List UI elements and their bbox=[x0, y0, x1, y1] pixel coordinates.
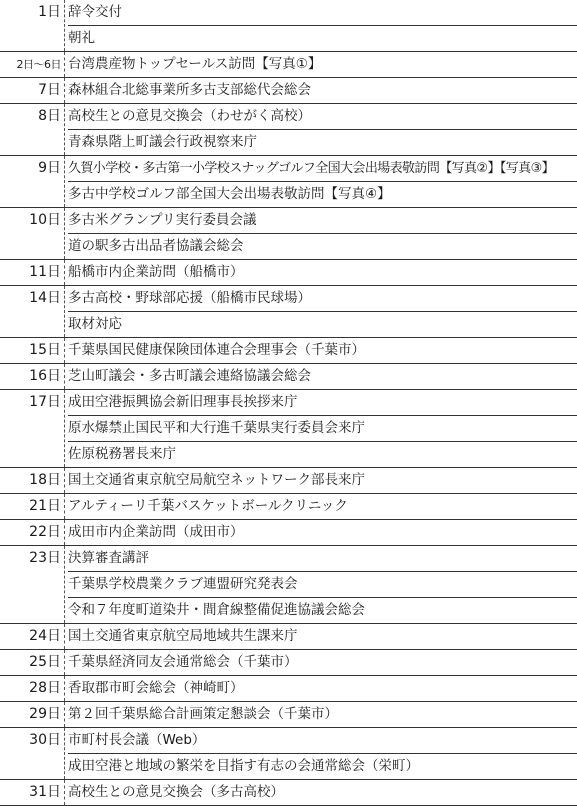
day-label: 14日 bbox=[29, 290, 61, 306]
schedule-entry: 道の駅多古出品者協議会総会 bbox=[68, 233, 577, 259]
schedule-entry: 辞令交付 bbox=[68, 4, 122, 20]
schedule-entry: 千葉県経済同友会通常総会（千葉市） bbox=[68, 654, 298, 670]
day-label: 23日 bbox=[29, 550, 61, 566]
day-group bbox=[0, 390, 577, 468]
column-divider bbox=[64, 78, 65, 103]
schedule-entry: 令和７年度町道染井・間倉線整備促進協議会総会 bbox=[68, 597, 577, 623]
day-label: 25日 bbox=[29, 654, 61, 670]
column-divider bbox=[64, 520, 65, 545]
schedule-entry: 青森県階上町議会行政視察来庁 bbox=[68, 129, 577, 155]
entry-list bbox=[68, 676, 577, 701]
day-label: 22日 bbox=[29, 524, 61, 540]
column-divider bbox=[64, 650, 65, 675]
entry-list bbox=[68, 494, 577, 519]
day-label: 1日 bbox=[38, 4, 61, 20]
column-divider bbox=[64, 702, 65, 727]
day-group bbox=[0, 0, 577, 52]
entry-list bbox=[68, 702, 577, 727]
schedule-entry: 第２回千葉県総合計画策定懇談会（千葉市） bbox=[68, 706, 338, 722]
column-divider bbox=[64, 0, 65, 51]
schedule-entry: 国土交通省東京航空局航空ネットワーク部長来庁 bbox=[68, 472, 365, 488]
column-divider bbox=[64, 208, 65, 259]
schedule-entry: 久賀小学校・多古第一小学校スナッグゴルフ全国大会出場表敬訪問【写真②】【写真③】 bbox=[68, 161, 555, 176]
entry-list bbox=[68, 78, 577, 103]
column-divider bbox=[64, 494, 65, 519]
schedule-entry: 朝礼 bbox=[68, 25, 577, 51]
entry-list bbox=[68, 650, 577, 675]
entry-list bbox=[68, 260, 577, 285]
entry-list bbox=[68, 520, 577, 545]
day-group bbox=[0, 208, 577, 260]
schedule-entry: 高校生との意見交換会（多古高校） bbox=[68, 784, 284, 800]
day-label: 16日 bbox=[29, 368, 61, 384]
entry-list bbox=[68, 338, 577, 363]
schedule-entry: 多古米グランプリ実行委員会議 bbox=[68, 212, 257, 228]
day-group bbox=[0, 494, 577, 520]
day-label: 31日 bbox=[29, 784, 61, 800]
day-label: 18日 bbox=[29, 472, 61, 488]
column-divider bbox=[64, 728, 65, 779]
day-label: 11日 bbox=[29, 264, 61, 280]
day-label: 10日 bbox=[29, 212, 61, 228]
day-label: 28日 bbox=[29, 680, 61, 696]
column-divider bbox=[64, 364, 65, 389]
day-group bbox=[0, 104, 577, 156]
entry-list bbox=[68, 208, 577, 259]
schedule-entry: アルティーリ千葉バスケットボールクリニック bbox=[68, 498, 348, 514]
day-group bbox=[0, 364, 577, 390]
entry-list bbox=[68, 104, 577, 155]
schedule-entry: 成田市内企業訪問（成田市） bbox=[68, 524, 244, 540]
day-label: 7日 bbox=[38, 82, 61, 98]
day-group bbox=[0, 286, 577, 338]
day-label: 17日 bbox=[29, 394, 61, 410]
entry-list bbox=[68, 156, 577, 207]
day-label: 8日 bbox=[38, 108, 61, 124]
column-divider bbox=[64, 780, 65, 805]
schedule-entry: 成田空港振興協会新旧理事長挨拶来庁 bbox=[68, 394, 298, 410]
day-group bbox=[0, 624, 577, 650]
schedule-entry: 千葉県学校農業クラブ連盟研究発表会 bbox=[68, 571, 577, 597]
day-label: 2日～6日 bbox=[16, 58, 61, 71]
day-group bbox=[0, 520, 577, 546]
entry-list bbox=[68, 52, 577, 77]
day-group bbox=[0, 338, 577, 364]
column-divider bbox=[64, 624, 65, 649]
column-divider bbox=[64, 338, 65, 363]
schedule-entry: 原水爆禁止国民平和大行進千葉県実行委員会来庁 bbox=[68, 415, 577, 441]
entry-list bbox=[68, 728, 577, 779]
schedule-entry: 佐原税務署長来庁 bbox=[68, 441, 577, 467]
schedule-entry: 芝山町議会・多古町議会連絡協議会総会 bbox=[68, 368, 311, 384]
day-group bbox=[0, 156, 577, 208]
schedule-entry: 成田空港と地域の繁栄を目指す有志の会通常総会（栄町） bbox=[68, 753, 577, 779]
day-group bbox=[0, 702, 577, 728]
schedule-entry: 多古中学校ゴルフ部全国大会出場表敬訪問【写真④】 bbox=[68, 181, 577, 207]
schedule-entry: 香取郡市町会総会（神崎町） bbox=[68, 680, 244, 696]
day-group bbox=[0, 546, 577, 624]
column-divider bbox=[64, 156, 65, 207]
day-label: 29日 bbox=[29, 706, 61, 722]
entry-list bbox=[68, 364, 577, 389]
day-group bbox=[0, 728, 577, 780]
entry-list bbox=[68, 780, 577, 805]
day-group bbox=[0, 260, 577, 286]
schedule-entry: 国土交通省東京航空局地域共生課来庁 bbox=[68, 628, 298, 644]
entry-list bbox=[68, 390, 577, 467]
entry-list bbox=[68, 624, 577, 649]
column-divider bbox=[64, 546, 65, 623]
schedule-entry: 多古高校・野球部応援（船橋市民球場） bbox=[68, 290, 311, 306]
day-group bbox=[0, 52, 577, 78]
column-divider bbox=[64, 260, 65, 285]
day-label: 24日 bbox=[29, 628, 61, 644]
schedule-entry: 市町村長会議（Web） bbox=[68, 732, 206, 748]
schedule-entry: 台湾農産物トップセールス訪問【写真①】 bbox=[68, 56, 322, 72]
day-group bbox=[0, 78, 577, 104]
day-group bbox=[0, 780, 577, 806]
entry-list bbox=[68, 0, 577, 51]
schedule-entry: 船橋市内企業訪問（船橋市） bbox=[68, 264, 244, 280]
schedule-entry: 森林組合北総事業所多古支部総代会総会 bbox=[68, 82, 311, 98]
entry-list bbox=[68, 468, 577, 493]
entry-list bbox=[68, 546, 577, 623]
schedule-entry: 千葉県国民健康保険団体連合会理事会（千葉市） bbox=[68, 342, 365, 358]
day-label: 15日 bbox=[29, 342, 61, 358]
schedule-entry: 取材対応 bbox=[68, 311, 577, 337]
schedule-entry: 高校生との意見交換会（わせがく高校） bbox=[68, 108, 311, 124]
column-divider bbox=[64, 390, 65, 467]
column-divider bbox=[64, 676, 65, 701]
day-group bbox=[0, 650, 577, 676]
column-divider bbox=[64, 468, 65, 493]
column-divider bbox=[64, 52, 65, 77]
day-label: 9日 bbox=[38, 160, 61, 176]
column-divider bbox=[64, 286, 65, 337]
entry-list bbox=[68, 286, 577, 337]
day-label: 21日 bbox=[29, 498, 61, 514]
day-group bbox=[0, 468, 577, 494]
schedule-entry: 決算審査講評 bbox=[68, 550, 149, 566]
column-divider bbox=[64, 104, 65, 155]
day-group bbox=[0, 676, 577, 702]
day-label: 30日 bbox=[29, 732, 61, 748]
